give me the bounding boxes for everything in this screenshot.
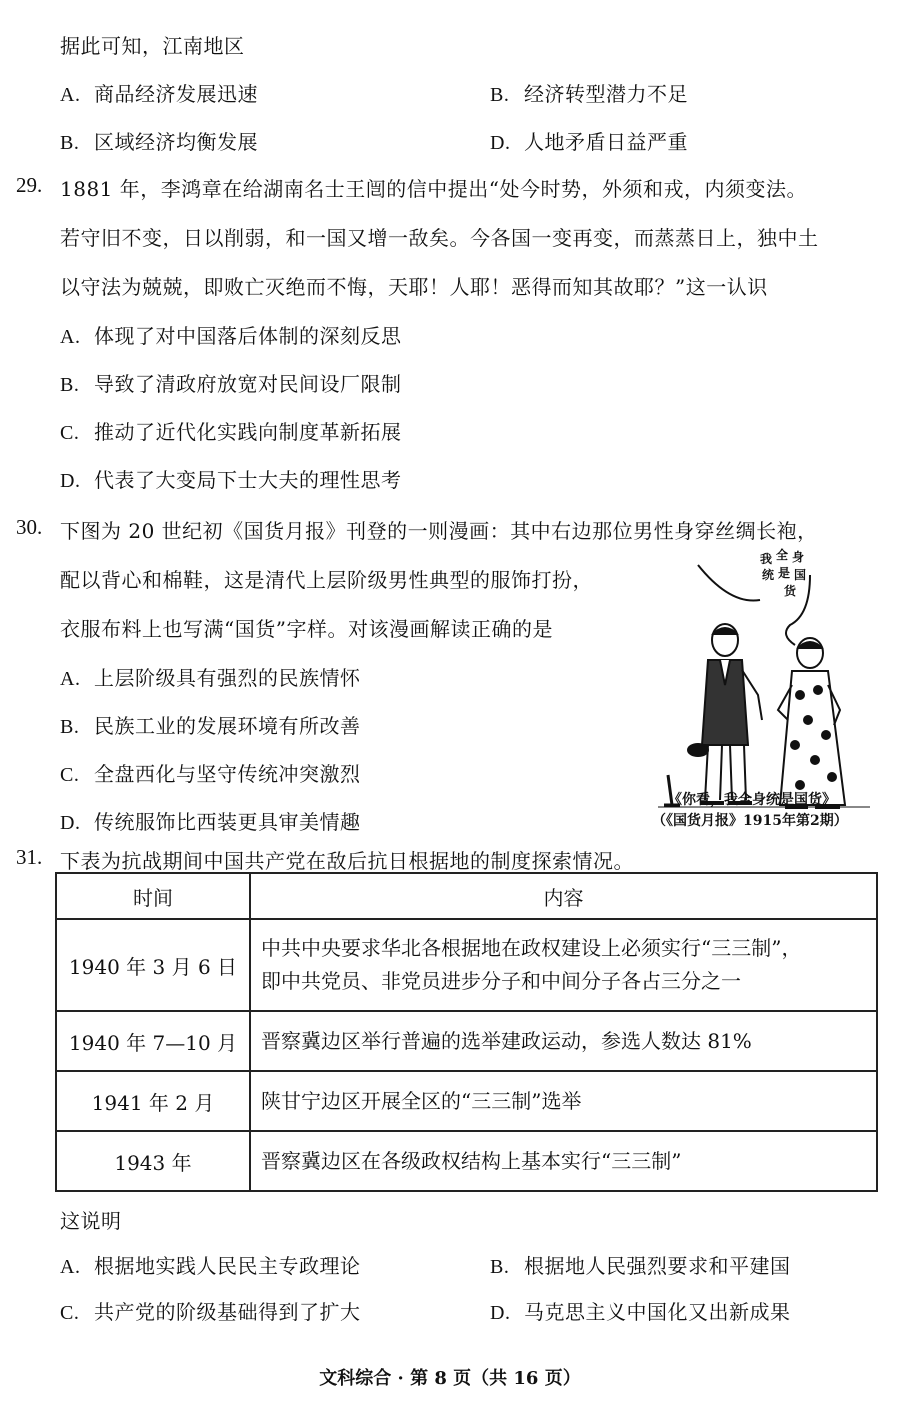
speech-text: [760, 547, 806, 598]
content-line: 即中共党员、非党员进步分子和中间分子各占三分之一: [261, 969, 741, 993]
page-footer: 文科综合 · 第 8 页（共 16 页）: [319, 1368, 581, 1389]
option-text: 共产党的阶级基础得到了扩大: [94, 1300, 361, 1324]
option-letter: A.: [60, 84, 81, 106]
cartoon-caption-title: 《你看，我全身统是国货》: [668, 792, 836, 808]
speech-char: 全: [776, 548, 789, 562]
man-in-western-suit: [688, 624, 762, 803]
q29-option-a: [60, 320, 402, 349]
q29-stem-line: 以守法为兢兢，即败亡灭绝而不悔，天耶！人耶！恶得而知其故耶？”这一认识: [60, 275, 768, 299]
q29-stem-line: 1881 年，李鸿章在给湖南名士王闿的信中提出“处今时势，外须和戎，内须变法。: [60, 177, 807, 201]
question-number: 29.: [16, 173, 43, 197]
option-text: 代表了大变局下士大夫的理性思考: [94, 468, 402, 492]
content-line: 晋察冀边区在各级政权结构上基本实行“三三制”: [261, 1148, 682, 1173]
q28-option-d: [490, 126, 688, 155]
man-in-silk-robe: [778, 638, 845, 807]
q31-option-c: [60, 1296, 361, 1325]
table-cell-time: 1941 年 2 月: [56, 1071, 250, 1131]
content-line: 晋察冀边区举行普遍的选举建政运动，参选人数达 81%: [261, 1028, 752, 1053]
option-text: 全盘西化与坚守传统冲突激烈: [94, 762, 361, 786]
table-row: [56, 1131, 877, 1191]
table-row: [56, 919, 877, 1011]
option-text: 经济转型潜力不足: [524, 82, 688, 106]
table-header-row: [56, 873, 877, 919]
option-letter: C.: [60, 764, 80, 786]
q28-stem-tail: 据此可知，江南地区: [60, 34, 245, 58]
table-cell-content: [250, 919, 877, 1011]
table-cell-time: 1940 年 7—10 月: [56, 1011, 250, 1071]
option-text: 商品经济发展迅速: [94, 82, 258, 106]
option-letter: B.: [60, 374, 80, 396]
institution-table: [55, 872, 878, 1192]
speech-char: 身: [792, 550, 805, 564]
option-letter: B.: [490, 1256, 510, 1278]
option-letter: D.: [60, 812, 81, 834]
option-text: 马克思主义中国化又出新成果: [524, 1300, 791, 1324]
q29-option-d: [60, 464, 402, 493]
content-line: 陕甘宁边区开展全区的“三三制”选举: [261, 1088, 582, 1113]
question-number: 31.: [16, 845, 43, 869]
q29-option-c: [60, 416, 402, 445]
question-number: 30.: [16, 515, 43, 539]
table-header-time: 时间: [56, 873, 250, 919]
q30-option-d: [60, 806, 361, 835]
option-letter: A.: [60, 668, 81, 690]
q31-option-d: [490, 1296, 791, 1325]
q28-option-b: [490, 78, 688, 107]
q31-option-a: [60, 1250, 361, 1279]
speech-char: 货: [784, 584, 797, 598]
option-letter: B.: [60, 132, 80, 154]
table-row: [56, 1011, 877, 1071]
speech-char: 统: [762, 568, 775, 582]
q30-option-b: [60, 710, 361, 739]
option-text: 根据地人民强烈要求和平建国: [524, 1254, 791, 1278]
option-letter: C.: [60, 1302, 80, 1324]
speech-char: 是: [778, 566, 791, 580]
option-letter: B.: [490, 84, 510, 106]
option-text: 传统服饰比西装更具审美情趣: [94, 810, 361, 834]
table-header-content: 内容: [250, 873, 877, 919]
option-letter: D.: [490, 132, 511, 154]
q29-option-b: [60, 368, 402, 397]
q30-stem-line: 配以背心和棉鞋，这是清代上层阶级男性典型的服饰打扮，: [60, 568, 593, 592]
q31-stem: 下表为抗战期间中国共产党在敌后抗日根据地的制度探索情况。: [60, 849, 634, 873]
option-text: 导致了清政府放宽对民间设厂限制: [94, 372, 402, 396]
speech-char: 我: [760, 552, 773, 566]
option-letter: D.: [60, 470, 81, 492]
option-text: 人地矛盾日益严重: [524, 130, 688, 154]
option-letter: A.: [60, 326, 81, 348]
content-line: 中共中央要求华北各根据地在政权建设上必须实行“三三制”，: [261, 936, 802, 960]
table-cell-content: [250, 1131, 877, 1191]
speech-char: 国: [794, 568, 807, 582]
option-letter: A.: [60, 1256, 81, 1278]
option-text: 区域经济均衡发展: [94, 130, 258, 154]
table-row: [56, 1071, 877, 1131]
table-cell-time: 1940 年 3 月 6 日: [56, 919, 250, 1011]
q31-after-table: 这说明: [60, 1209, 122, 1233]
q29-stem-line: 若守旧不变，日以削弱，和一国又增一敌矣。今各国一变再变，而蒸蒸日上，独中土: [60, 226, 819, 250]
q30-option-a: [60, 662, 361, 691]
q31-option-b: [490, 1250, 791, 1279]
option-text: 上层阶级具有强烈的民族情怀: [94, 666, 361, 690]
cartoon-illustration: [650, 545, 880, 830]
option-text: 民族工业的发展环境有所改善: [94, 714, 361, 738]
table-cell-time: 1943 年: [56, 1131, 250, 1191]
q30-stem-line: 下图为 20 世纪初《国货月报》刊登的一则漫画：其中右边那位男性身穿丝绸长袍，: [60, 519, 818, 543]
q28-option-a: [60, 78, 258, 107]
option-letter: B.: [60, 716, 80, 738]
option-text: 根据地实践人民民主专政理论: [94, 1254, 361, 1278]
table-cell-content: [250, 1011, 877, 1071]
q30-option-c: [60, 758, 361, 787]
option-text: 推动了近代化实践向制度革新拓展: [94, 420, 402, 444]
option-letter: C.: [60, 422, 80, 444]
table-cell-content: [250, 1071, 877, 1131]
option-letter: D.: [490, 1302, 511, 1324]
option-text: 体现了对中国落后体制的深刻反思: [94, 324, 402, 348]
q30-stem-line: 衣服布料上也写满“国货”字样。对该漫画解读正确的是: [60, 617, 553, 641]
cartoon-caption-source: （《国货月报》1915年第2期）: [652, 813, 848, 829]
q28-option-c: [60, 126, 258, 155]
